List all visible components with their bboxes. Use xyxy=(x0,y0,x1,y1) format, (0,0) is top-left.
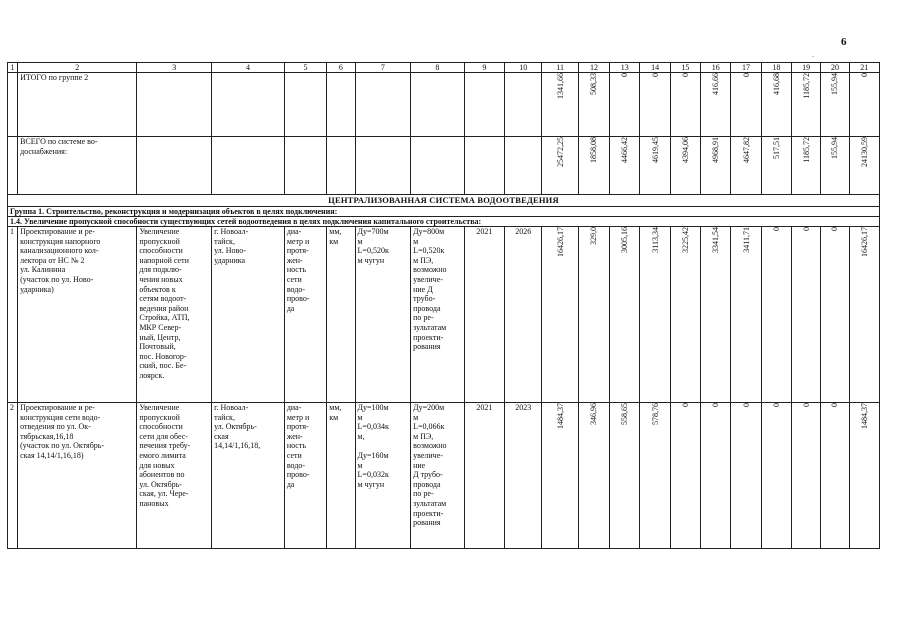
cost-value: 3225,42 xyxy=(670,227,700,403)
cost-value: 16426,17 xyxy=(542,227,578,403)
column-number: 10 xyxy=(505,63,542,73)
column-number: 18 xyxy=(761,63,791,73)
summary-value: 1185,72 xyxy=(792,137,821,195)
cost-value: 578,76 xyxy=(640,403,670,549)
project-purpose: Увеличение пропускной способности напорной сети для подклю- чения новых объектов к сетям водоот- ведения район Стройка, АТП, МКР Север- ный, Центр, Почтовый, пос. Новогор- ский, пос. Бе- лоярск. xyxy=(137,227,212,403)
summary-value: 0 xyxy=(849,73,879,137)
stray-mark: - xyxy=(812,54,814,60)
section-title: ЦЕНТРАЛИЗОВАННАЯ СИСТЕМА ВОДООТВЕДЕНИЯ xyxy=(8,195,880,207)
subgroup-title: 1.4. Увеличение пропускной способности существующих сетей водоотведения в целях подключения капитального строительства: xyxy=(8,217,880,227)
project-location: г. Новоал- тайск, ул. Октябрь- ская 14,14/1,16,18, xyxy=(212,403,285,549)
cost-value: 0 xyxy=(761,227,791,403)
cost-value: 3411,71 xyxy=(731,227,761,403)
summary-value: 508,33 xyxy=(578,73,609,137)
summary-value: 24130,59 xyxy=(849,137,879,195)
column-number: 8 xyxy=(411,63,465,73)
cost-value: 346,96 xyxy=(578,403,609,549)
summary-label: ИТОГО по группе 2 xyxy=(18,73,137,137)
end-year: 2023 xyxy=(505,403,542,549)
row-number: 1 xyxy=(8,227,18,403)
project-parameter: диа- метр и протя- жен- ность сети водо- прово- да xyxy=(284,403,326,549)
cost-value: 0 xyxy=(792,227,821,403)
column-number-row xyxy=(8,63,880,73)
end-year: 2026 xyxy=(505,227,542,403)
cost-value: 0 xyxy=(821,403,849,549)
cost-value: 1484,37 xyxy=(542,403,578,549)
value-before: Ду=100м м L=0,034к м, Ду=160м м L=0,032к м чугун xyxy=(355,403,411,549)
project-parameter: диа- метр и протя- жен- ность сети водо- прово- да xyxy=(284,227,326,403)
summary-value: 155,94 xyxy=(821,73,849,137)
project-unit: мм, км xyxy=(327,403,355,549)
cost-value: 3005,16 xyxy=(610,227,640,403)
cost-value: 16426,17 xyxy=(849,227,879,403)
value-before: Ду=700м м L=0,520к м чугун xyxy=(355,227,411,403)
summary-value: 1341,66 xyxy=(542,73,578,137)
summary-row-group2 xyxy=(8,73,880,137)
cost-value: 0 xyxy=(731,403,761,549)
summary-value: 1185,72 xyxy=(792,73,821,137)
cost-value: 329,0 xyxy=(578,227,609,403)
column-number: 12 xyxy=(578,63,609,73)
start-year: 2021 xyxy=(464,227,504,403)
project-row xyxy=(8,403,880,549)
summary-value: 1858,08 xyxy=(578,137,609,195)
summary-value: 0 xyxy=(640,73,670,137)
project-name: Проектирование и ре- конструкция сети водо- отведения по ул. Ок- тябрьская,16,18 (участок по ул. Октябрь- ская 14,14/1,16,18) xyxy=(18,403,137,549)
summary-value: 4394,06 xyxy=(670,137,700,195)
cost-value: 0 xyxy=(761,403,791,549)
value-after: Ду=800м м L=0,520к м ПЭ, возможно увеличе- ние Д трубо- провода по ре- зультатам проекти- рования xyxy=(411,227,465,403)
cost-value: 3341,54 xyxy=(701,227,731,403)
column-number: 19 xyxy=(792,63,821,73)
summary-value: 0 xyxy=(610,73,640,137)
column-number: 2 xyxy=(18,63,137,73)
column-number: 5 xyxy=(284,63,326,73)
group-title: Группа 1. Строительство, реконструкция и модернизация объектов в целях подключения: xyxy=(8,207,880,217)
investment-table xyxy=(7,62,880,549)
column-number: 17 xyxy=(731,63,761,73)
summary-value: 0 xyxy=(731,73,761,137)
summary-label: ВСЕГО по системе во- доснабжения: xyxy=(18,137,137,195)
summary-value: 416,68 xyxy=(761,73,791,137)
column-number: 20 xyxy=(821,63,849,73)
cost-value: 0 xyxy=(792,403,821,549)
project-name: Проектирование и ре- конструкция напорного канализационного кол- лектора от НС № 2 ул. Калинина (участок по ул. Ново- ударника) xyxy=(18,227,137,403)
summary-value: 25472,25 xyxy=(542,137,578,195)
column-number: 1 xyxy=(8,63,18,73)
column-number: 13 xyxy=(610,63,640,73)
summary-value: 4647,82 xyxy=(731,137,761,195)
cost-value: 558,65 xyxy=(610,403,640,549)
column-number: 21 xyxy=(849,63,879,73)
row-number: 2 xyxy=(8,403,18,549)
column-number: 15 xyxy=(670,63,700,73)
summary-value: 416,66 xyxy=(701,73,731,137)
cost-value: 1484,37 xyxy=(849,403,879,549)
start-year: 2021 xyxy=(464,403,504,549)
value-after: Ду=200м м L=0,066к м ПЭ, возможно увеличе- ние Д трубо- провода по ре- зультатам проекти- рования xyxy=(411,403,465,549)
column-number: 14 xyxy=(640,63,670,73)
summary-value: 517,51 xyxy=(761,137,791,195)
project-location: г. Новоал- тайск, ул. Ново- ударника xyxy=(212,227,285,403)
cost-value: 0 xyxy=(670,403,700,549)
summary-value: 155,94 xyxy=(821,137,849,195)
cost-value: 0 xyxy=(701,403,731,549)
column-number: 6 xyxy=(327,63,355,73)
column-number: 16 xyxy=(701,63,731,73)
column-number: 4 xyxy=(212,63,285,73)
project-unit: мм, км xyxy=(327,227,355,403)
project-row xyxy=(8,227,880,403)
summary-row-total xyxy=(8,137,880,195)
cost-value: 0 xyxy=(821,227,849,403)
cost-value: 3113,34 xyxy=(640,227,670,403)
column-number: 9 xyxy=(464,63,504,73)
summary-value: 0 xyxy=(670,73,700,137)
column-number: 3 xyxy=(137,63,212,73)
column-number: 11 xyxy=(542,63,578,73)
summary-value: 4619,45 xyxy=(640,137,670,195)
project-purpose: Увеличение пропускной способности сети для обес- печения требу- емого лимита для новых абонентов по ул. Октябрь- ская, ул. Чере- пановых xyxy=(137,403,212,549)
summary-value: 4968,91 xyxy=(701,137,731,195)
column-number: 7 xyxy=(355,63,411,73)
page-number: 6 xyxy=(841,36,847,48)
summary-value: 4466,42 xyxy=(610,137,640,195)
